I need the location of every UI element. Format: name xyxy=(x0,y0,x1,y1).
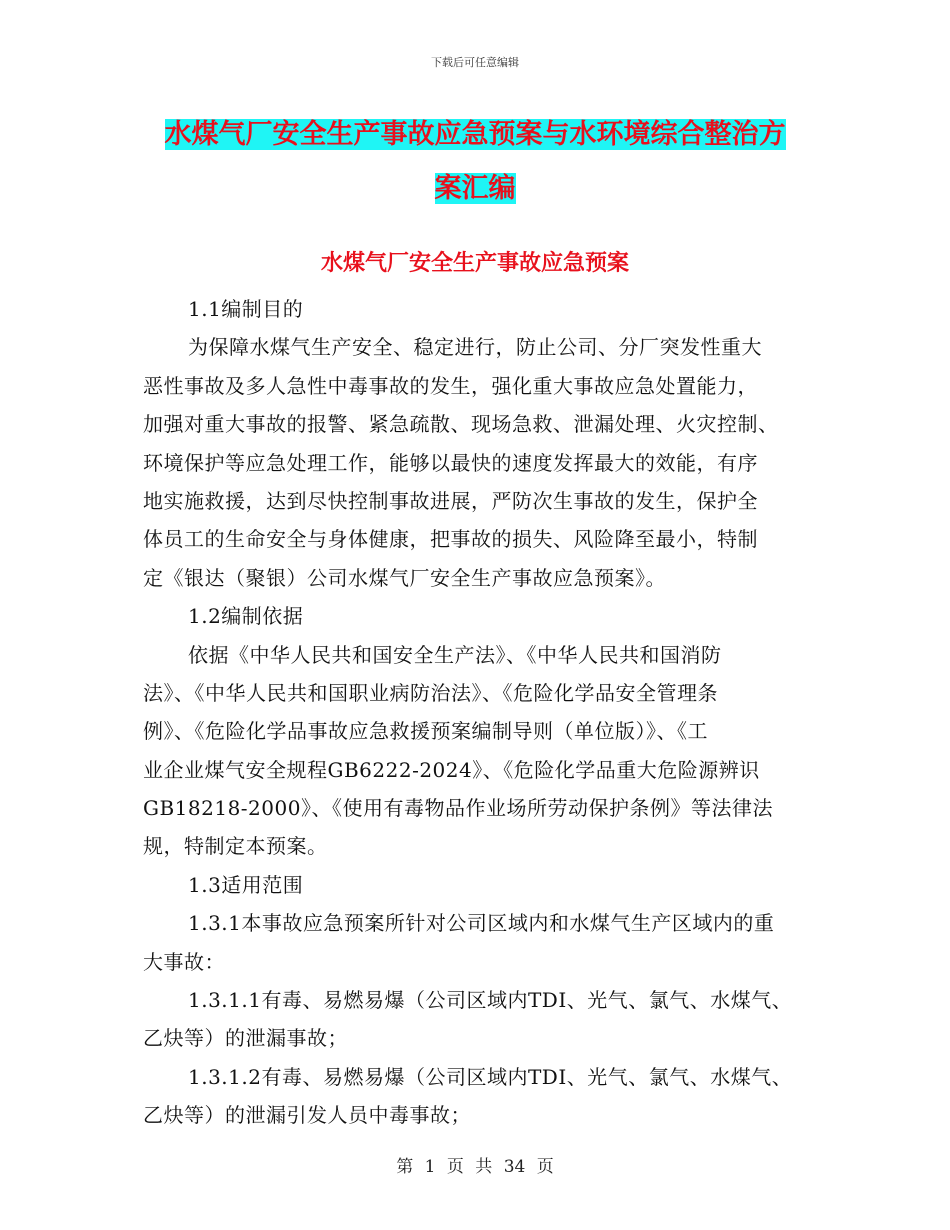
paragraph-line: 恶性事故及多人急性中毒事故的发生，强化重大事故应急处置能力， xyxy=(143,373,758,398)
paragraph-line: 乙炔等）的泄漏事故； xyxy=(143,1026,348,1051)
paragraph-line: 地实施救援，达到尽快控制事故进展，严防次生事故的发生，保护全 xyxy=(143,488,758,513)
paragraph-line: 法》、《中华人民共和国职业病防治法》、《危险化学品安全管理条 xyxy=(143,680,718,705)
paragraph-line: 依据《中华人民共和国安全生产法》、《中华人民共和国消防 xyxy=(188,642,722,667)
paragraph-line: 大事故： xyxy=(143,949,225,974)
document-title-line-2: 案汇编 xyxy=(434,173,516,204)
header-note: 下载后可任意编辑 xyxy=(431,56,519,69)
paragraph-line: 为保障水煤气生产安全、稳定进行，防止公司、分厂突发性重大 xyxy=(188,335,762,360)
paragraph-line: 定《银达（聚银）公司水煤气厂安全生产事故应急预案》。 xyxy=(143,565,666,590)
body-text xyxy=(143,290,818,1135)
paragraph-line: 体员工的生命安全与身体健康，把事故的损失、风险降至最小，特制 xyxy=(143,527,758,552)
paragraph-line: GB18218-2000》、《使用有毒物品作业场所劳动保护条例》等法律法 xyxy=(143,796,773,821)
paragraph-line: 乙炔等）的泄漏引发人员中毒事故； xyxy=(143,1103,471,1128)
paragraph-line: 1.3.1.1有毒、易燃易爆（公司区域内TDI、光气、氯气、水煤气、 xyxy=(188,988,793,1013)
heading-1-2: 1.2编制依据 xyxy=(188,604,304,629)
page-footer: 第 1 页 共 34 页 xyxy=(396,1157,554,1177)
paragraph-line: 规，特制定本预案。 xyxy=(143,834,328,859)
paragraph-line: 1.3.1.2有毒、易燃易爆（公司区域内TDI、光气、氯气、水煤气、 xyxy=(188,1064,793,1089)
paragraph-line: 业企业煤气安全规程GB6222-2024》、《危险化学品重大危险源辨识 xyxy=(143,757,760,782)
paragraph-line: 1.3.1本事故应急预案所针对公司区域内和水煤气生产区域内的重 xyxy=(188,911,775,936)
heading-1-3: 1.3适用范围 xyxy=(188,872,304,897)
document-title-line-1: 水煤气厂安全生产事故应急预案与水环境综合整治方 xyxy=(164,119,786,150)
paragraph-line: 环境保护等应急处理工作，能够以最快的速度发挥最大的效能，有序 xyxy=(143,450,758,475)
paragraph-line: 例》、《危险化学品事故应急救援预案编制导则（单位版）》、《工 xyxy=(143,719,708,744)
paragraph-line: 加强对重大事故的报警、紧急疏散、现场急救、泄漏处理、火灾控制、 xyxy=(143,412,779,437)
section-title: 水煤气厂安全生产事故应急预案 xyxy=(320,251,629,276)
document-title xyxy=(0,108,950,216)
heading-1-1: 1.1编制目的 xyxy=(188,297,304,321)
